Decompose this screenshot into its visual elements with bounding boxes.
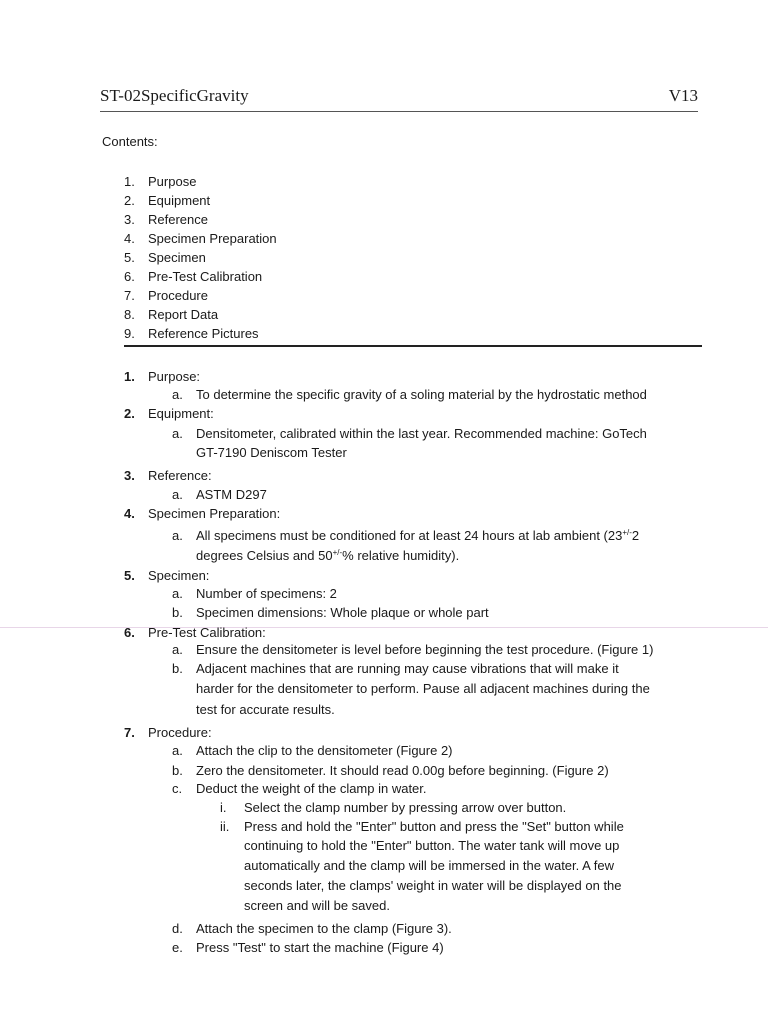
toc-item-label: Procedure	[148, 288, 208, 303]
item-text: Ensure the densitometer is level before beginning the test procedure. (Figure 1)	[196, 642, 654, 657]
item-letter: b.	[172, 763, 183, 778]
sub-list-item	[220, 818, 624, 836]
toc-item-specimen	[124, 248, 277, 267]
item-text: ASTM D297	[196, 487, 267, 502]
section-number: 1.	[124, 369, 135, 384]
toc-item-label: Purpose	[148, 174, 197, 189]
section-number: 2.	[124, 406, 135, 421]
toc-item-number: 6.	[124, 269, 135, 284]
toc-item-pre-test-calibration	[124, 267, 277, 286]
item-text: Specimen dimensions: Whole plaque or whole part	[196, 605, 489, 620]
list-item	[172, 524, 639, 542]
item-letter: a.	[172, 387, 183, 402]
toc-item-number: 3.	[124, 212, 135, 227]
item-roman-numeral: i.	[220, 800, 227, 815]
item-text: 2	[631, 528, 640, 543]
toc-item-reference-pictures	[124, 324, 277, 343]
list-item	[172, 386, 647, 404]
list-item	[172, 604, 489, 622]
toc-item-equipment	[124, 191, 277, 210]
list-item	[172, 762, 609, 780]
item-text: Densitometer, calibrated within the last year. Recommended machine: GoTech	[196, 426, 647, 441]
item-text: Zero the densitometer. It should read 0.00g before beginning. (Figure 2)	[196, 763, 609, 778]
contents-divider	[124, 345, 702, 347]
section-heading-reference	[124, 467, 212, 485]
item-text-continuation: automatically and the clamp will be immersed in the water. A few	[244, 858, 614, 873]
table-of-contents	[124, 172, 277, 343]
toc-item-label: Reference Pictures	[148, 326, 259, 341]
item-text: All specimens must be conditioned for at least 24 hours at lab ambient (23	[196, 528, 623, 543]
item-letter: b.	[172, 605, 183, 620]
section-heading-pre-test-calibration	[124, 624, 266, 642]
toc-item-number: 9.	[124, 326, 135, 341]
item-text: Select the clamp number by pressing arrow over button.	[244, 800, 567, 815]
toc-item-label: Equipment	[148, 193, 211, 208]
section-title: Purpose:	[148, 369, 201, 384]
document-version: V13	[668, 86, 698, 105]
toc-item-number: 2.	[124, 193, 135, 208]
section-number: 4.	[124, 506, 135, 521]
item-text-continuation	[196, 544, 459, 562]
item-text: Adjacent machines that are running may cause vibrations that will make it	[196, 661, 619, 676]
toc-item-specimen-preparation	[124, 229, 277, 248]
section-heading-procedure	[124, 724, 212, 742]
section-number: 7.	[124, 725, 135, 740]
list-item	[172, 585, 337, 603]
toc-item-purpose	[124, 172, 277, 191]
item-text-continuation: continuing to hold the "Enter" button. The water tank will move up	[244, 838, 620, 853]
section-title: Specimen Preparation:	[148, 506, 281, 521]
item-text: Deduct the weight of the clamp in water.	[196, 781, 427, 796]
section-title: Procedure:	[148, 725, 212, 740]
section-heading-specimen	[124, 567, 209, 585]
item-text: To determine the specific gravity of a soling material by the hydrostatic method	[196, 387, 647, 402]
toc-item-number: 1.	[124, 174, 135, 189]
toc-item-label: Specimen Preparation	[148, 231, 277, 246]
superscript: +/-	[622, 528, 632, 537]
item-text: degrees Celsius and 50	[196, 548, 333, 563]
scan-artifact-line	[0, 627, 768, 628]
list-item	[172, 486, 267, 504]
item-letter: a.	[172, 586, 183, 601]
toc-item-number: 8.	[124, 307, 135, 322]
item-letter: d.	[172, 921, 183, 936]
item-letter: a.	[172, 642, 183, 657]
toc-item-number: 4.	[124, 231, 135, 246]
item-roman-numeral: ii.	[220, 819, 230, 834]
sub-list-item	[220, 799, 566, 817]
toc-item-label: Pre-Test Calibration	[148, 269, 263, 284]
section-number: 3.	[124, 468, 135, 483]
item-letter: a.	[172, 743, 183, 758]
item-letter: c.	[172, 781, 183, 796]
toc-item-label: Report Data	[148, 307, 219, 322]
list-item	[172, 641, 653, 659]
toc-item-number: 7.	[124, 288, 135, 303]
header-divider	[100, 111, 698, 112]
section-title: Equipment:	[148, 406, 214, 421]
section-title: Specimen:	[148, 568, 210, 583]
item-text-continuation: GT-7190 Deniscom Tester	[196, 445, 347, 460]
section-title: Pre-Test Calibration:	[148, 625, 266, 640]
list-item	[172, 742, 453, 760]
section-number: 6.	[124, 625, 135, 640]
toc-item-procedure	[124, 286, 277, 305]
list-item	[172, 780, 427, 798]
section-number: 5.	[124, 568, 135, 583]
item-letter: a.	[172, 487, 183, 502]
superscript: +/-	[332, 548, 343, 557]
item-letter: e.	[172, 940, 183, 955]
list-item	[172, 920, 452, 938]
item-letter: b.	[172, 661, 183, 676]
toc-item-number: 5.	[124, 250, 135, 265]
section-title: Reference:	[148, 468, 212, 483]
item-text: Press "Test" to start the machine (Figure 4)	[196, 940, 444, 955]
item-text-continuation: seconds later, the clamps' weight in water will be displayed on the	[244, 878, 622, 893]
document-title: ST-02SpecificGravity	[100, 86, 249, 105]
toc-item-label: Reference	[148, 212, 208, 227]
toc-item-label: Specimen	[148, 250, 206, 265]
item-text-continuation: test for accurate results.	[196, 702, 335, 717]
item-text: Attach the specimen to the clamp (Figure 3).	[196, 921, 452, 936]
list-item	[172, 660, 619, 678]
list-item	[172, 425, 647, 443]
contents-heading: Contents:	[102, 134, 158, 149]
item-text-continuation: screen and will be saved.	[244, 898, 390, 913]
section-heading-specimen-preparation	[124, 505, 280, 523]
toc-item-report-data	[124, 305, 277, 324]
item-text: Attach the clip to the densitometer (Figure 2)	[196, 743, 453, 758]
item-letter: a.	[172, 426, 183, 441]
toc-item-reference	[124, 210, 277, 229]
item-letter: a.	[172, 528, 183, 543]
section-heading-purpose	[124, 368, 200, 386]
section-heading-equipment	[124, 405, 214, 423]
item-text-continuation: harder for the densitometer to perform. Pause all adjacent machines during the	[196, 681, 650, 696]
item-text: Press and hold the "Enter" button and press the "Set" button while	[244, 819, 624, 834]
item-text: Number of specimens: 2	[196, 586, 337, 601]
item-text: % relative humidity).	[342, 548, 460, 563]
list-item	[172, 939, 444, 957]
